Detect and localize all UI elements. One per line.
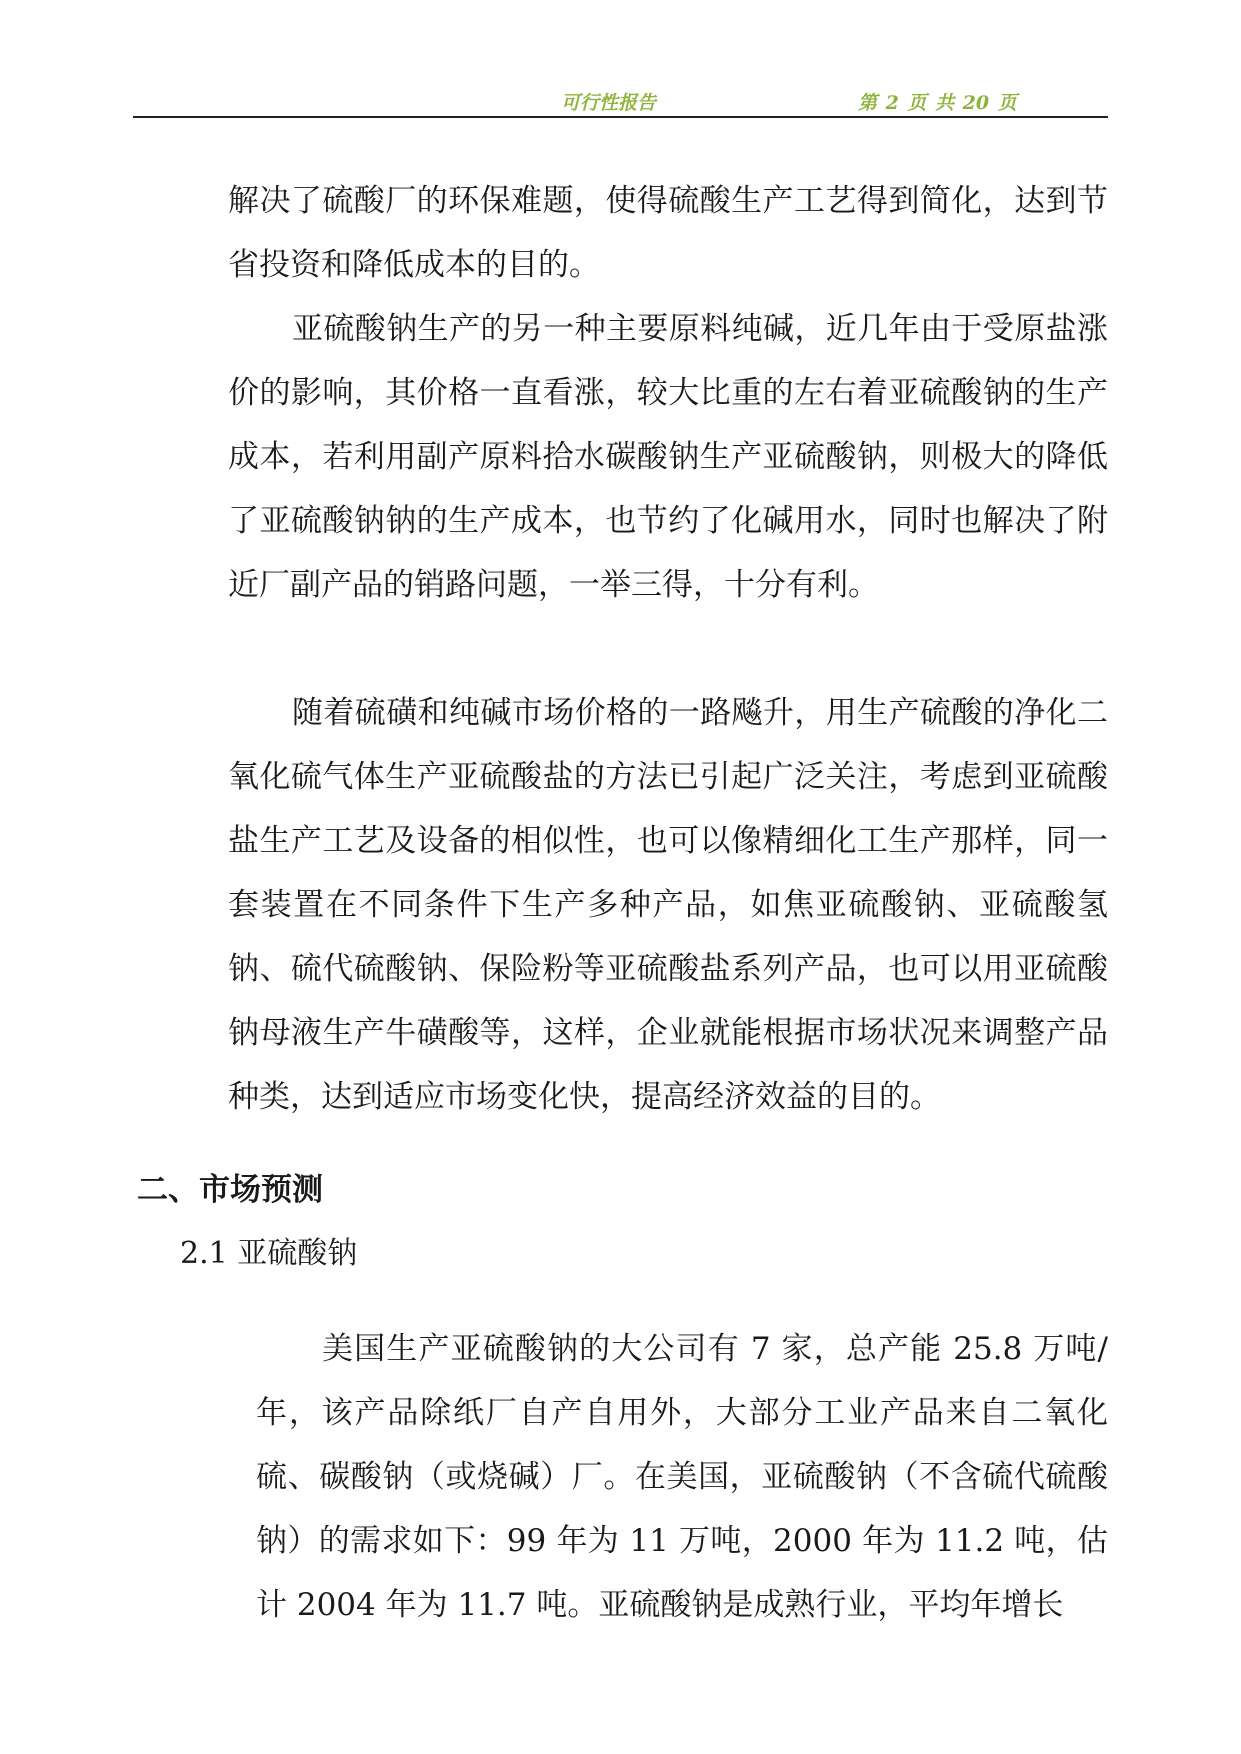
page-header bbox=[133, 86, 1108, 118]
body-paragraph-1: 解决了硫酸厂的环保难题，使得硫酸生产工艺得到简化，达到节省投资和降低成本的目的。 bbox=[228, 183, 1108, 283]
body-paragraph-3: 随着硫磺和纯碱市场价格的一路飚升，用生产硫酸的净化二氧化硫气体生产亚硫酸盐的方法已引起广泛关注，考虑到亚硫酸盐生产工艺及设备的相似性，也可以像精细化工生产那样，同一套装置在不同条件下生产多种产品，如焦亚硫酸钠、亚硫酸氢钠、硫代硫酸钠、保险粉等亚硫酸盐系列产品，也可以用亚硫酸钠母液生产牛磺酸等，这样，企业就能根据市场状况来调整产品种类，达到适应市场变化快，提高经济效益的目的。 bbox=[228, 695, 1108, 1115]
document-title: 可行性报告 bbox=[561, 92, 657, 114]
body-paragraph-2: 亚硫酸钠生产的另一种主要原料纯碱，近几年由于受原盐涨价的影响，其价格一直看涨，较大比重的左右着亚硫酸钠的生产成本，若利用副产原料拾水碳酸钠生产亚硫酸钠，则极大的降低了亚硫酸钠钠的生产成本，也节约了化碱用水，同时也解决了附近厂副产品的销路问题，一举三得，十分有利。 bbox=[228, 311, 1108, 603]
subsection-heading: 2.1 亚硫酸钠 bbox=[180, 1236, 358, 1271]
section-heading: 二、市场预测 bbox=[137, 1172, 323, 1208]
page-number-info: 第 2 页 共 20 页 bbox=[858, 92, 1017, 114]
body-paragraph-4: 美国生产亚硫酸钠的大公司有 7 家，总产能 25.8 万吨/年，该产品除纸厂自产自用外，大部分工业产品来自二氧化硫、碳酸钠（或烧碱）厂。在美国，亚硫酸钠（不含硫代硫酸钠）的需求如下：99 年为 11 万吨，2000 年为 11.2 吨，估计 2004 年为 11.7 吨。亚硫酸钠是成熟行业，平均年增长 bbox=[256, 1331, 1108, 1623]
